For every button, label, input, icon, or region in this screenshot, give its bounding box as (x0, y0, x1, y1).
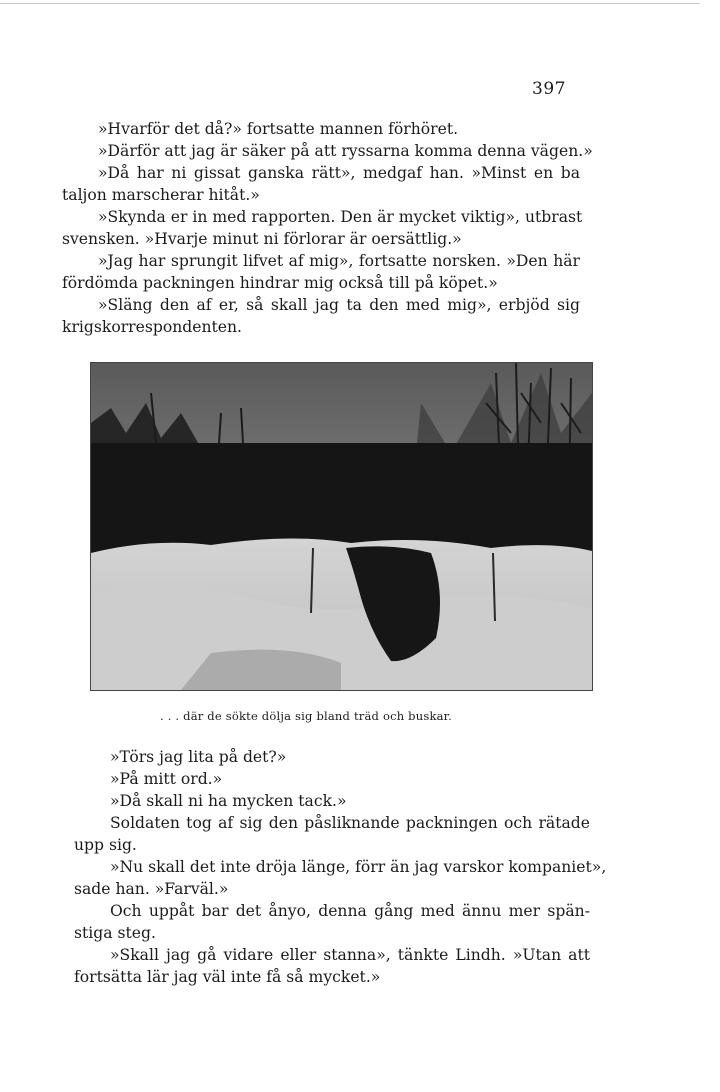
text-line: fortsätta lär jag väl inte få så mycket.» (74, 968, 381, 986)
text-line: »Nu skall det inte dröja länge, förr än jag varskor kompaniet», (110, 858, 607, 876)
photograph (90, 362, 593, 691)
text-line: »Skall jag gå vidare eller stanna», tänkte Lindh. »Utan att (110, 946, 590, 964)
text-line: sade han. »Farväl.» (74, 880, 229, 898)
text-line: taljon marscherar hitåt.» (62, 186, 260, 204)
text-line: »Släng den af er, så skall jag ta den med mig», erbjöd sig (98, 296, 580, 314)
paragraph-block-bottom (74, 746, 607, 988)
page-number: 397 (532, 79, 566, 99)
text-line: upp sig. (74, 836, 137, 854)
text-line: »Jag har sprungit lifvet af mig», fortsatte norsken. »Den här (98, 252, 580, 270)
text-line: »Då har ni gissat ganska rätt», medgaf han. »Minst en ba (98, 164, 580, 182)
winter-forest-scene-image (91, 363, 592, 690)
paragraph-block-top (62, 118, 593, 338)
text-line: krigskorrespondenten. (62, 318, 243, 336)
text-line: svensken. »Hvarje minut ni förlorar är oersättlig.» (62, 230, 462, 248)
text-line: stiga steg. (74, 924, 156, 942)
text-line: »På mitt ord.» (110, 770, 223, 788)
text-line: »Hvarför det då?» fortsatte mannen förhöret. (98, 120, 459, 138)
text-line: »Törs jag lita på det?» (110, 748, 287, 766)
text-line: fördömda packningen hindrar mig också till på köpet.» (62, 274, 498, 292)
top-rule (0, 3, 700, 4)
text-line: »Då skall ni ha mycken tack.» (110, 792, 347, 810)
text-line: »Därför att jag är säker på att ryssarna komma denna vägen.» (98, 142, 593, 160)
text-line: »Skynda er in med rapporten. Den är mycket viktig», utbrast (98, 208, 583, 226)
text-line: Och uppåt bar det ånyo, denna gång med ännu mer spän- (110, 902, 590, 920)
text-line: Soldaten tog af sig den påsliknande packningen och rätade (110, 814, 590, 832)
figure-caption: . . . där de sökte dölja sig bland träd och buskar. (160, 709, 452, 723)
